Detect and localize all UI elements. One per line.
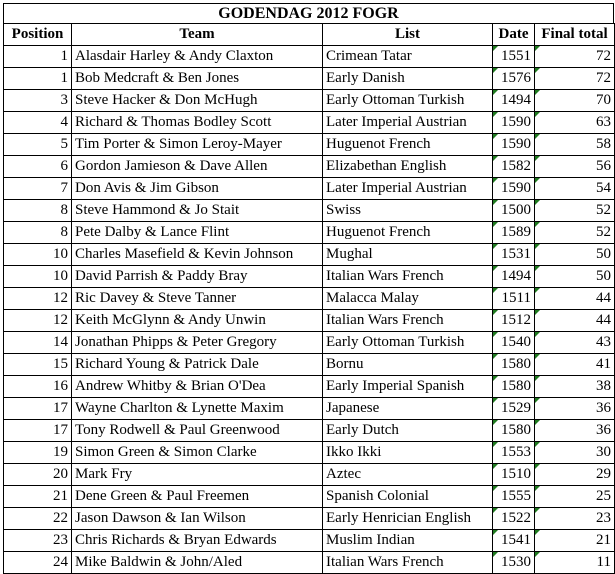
team-cell[interactable]: Richard Young & Patrick Dale: [72, 354, 323, 376]
position-cell[interactable]: 24: [4, 552, 72, 574]
final-total-cell[interactable]: 29: [535, 464, 615, 486]
table-row: [4, 464, 615, 486]
list-cell[interactable]: Ikko Ikki: [323, 442, 493, 464]
position-cell[interactable]: 4: [4, 112, 72, 134]
position-cell[interactable]: 20: [4, 464, 72, 486]
position-cell[interactable]: 22: [4, 508, 72, 530]
date-cell[interactable]: 1580: [493, 354, 535, 376]
table-row: [4, 442, 615, 464]
list-cell[interactable]: Italian Wars French: [323, 266, 493, 288]
table-row: [4, 68, 615, 90]
team-cell[interactable]: Gordon Jamieson & Dave Allen: [72, 156, 323, 178]
list-cell[interactable]: Italian Wars French: [323, 310, 493, 332]
team-cell[interactable]: Andrew Whitby & Brian O'Dea: [72, 376, 323, 398]
table-row: [4, 134, 615, 156]
final-total-cell[interactable]: 56: [535, 156, 615, 178]
date-cell[interactable]: 1582: [493, 156, 535, 178]
list-cell[interactable]: Huguenot French: [323, 134, 493, 156]
final-total-cell[interactable]: 21: [535, 530, 615, 552]
list-cell[interactable]: Muslim Indian: [323, 530, 493, 552]
final-total-cell[interactable]: 50: [535, 244, 615, 266]
position-cell[interactable]: 15: [4, 354, 72, 376]
table-row: [4, 178, 615, 200]
date-cell[interactable]: 1541: [493, 530, 535, 552]
date-cell[interactable]: 1494: [493, 90, 535, 112]
team-cell[interactable]: Pete Dalby & Lance Flint: [72, 222, 323, 244]
team-cell[interactable]: Steve Hammond & Jo Stait: [72, 200, 323, 222]
final-total-cell[interactable]: 36: [535, 398, 615, 420]
position-cell[interactable]: 8: [4, 200, 72, 222]
final-total-cell[interactable]: 63: [535, 112, 615, 134]
position-cell[interactable]: 5: [4, 134, 72, 156]
team-cell[interactable]: Ric Davey & Steve Tanner: [72, 288, 323, 310]
final-total-cell[interactable]: 58: [535, 134, 615, 156]
header-position[interactable]: Position: [4, 24, 72, 46]
final-total-cell[interactable]: 70: [535, 90, 615, 112]
sheet-title: GODENDAG 2012 FOGR: [3, 3, 614, 23]
position-cell[interactable]: 16: [4, 376, 72, 398]
table-row: [4, 376, 615, 398]
final-total-cell[interactable]: 50: [535, 266, 615, 288]
list-cell[interactable]: Spanish Colonial: [323, 486, 493, 508]
position-cell[interactable]: 14: [4, 332, 72, 354]
table-row: [4, 310, 615, 332]
date-cell[interactable]: 1529: [493, 398, 535, 420]
date-cell[interactable]: 1576: [493, 68, 535, 90]
header-row: [4, 24, 615, 46]
position-cell[interactable]: 10: [4, 266, 72, 288]
final-total-cell[interactable]: 11: [535, 552, 615, 574]
position-cell[interactable]: 10: [4, 244, 72, 266]
team-cell[interactable]: Dene Green & Paul Freemen: [72, 486, 323, 508]
team-cell[interactable]: Richard & Thomas Bodley Scott: [72, 112, 323, 134]
final-total-cell[interactable]: 72: [535, 46, 615, 68]
list-cell[interactable]: Bornu: [323, 354, 493, 376]
results-table: [3, 23, 615, 574]
final-total-cell[interactable]: 52: [535, 200, 615, 222]
table-row: [4, 266, 615, 288]
table-row: [4, 90, 615, 112]
date-cell[interactable]: 1590: [493, 178, 535, 200]
header-list[interactable]: List: [323, 24, 493, 46]
list-cell[interactable]: Crimean Tatar: [323, 46, 493, 68]
position-cell[interactable]: 1: [4, 68, 72, 90]
list-cell[interactable]: Later Imperial Austrian: [323, 178, 493, 200]
team-cell[interactable]: Mark Fry: [72, 464, 323, 486]
date-cell[interactable]: 1510: [493, 464, 535, 486]
date-cell[interactable]: 1555: [493, 486, 535, 508]
team-cell[interactable]: Jason Dawson & Ian Wilson: [72, 508, 323, 530]
team-cell[interactable]: Bob Medcraft & Ben Jones: [72, 68, 323, 90]
list-cell[interactable]: Early Henrician English: [323, 508, 493, 530]
list-cell[interactable]: Huguenot French: [323, 222, 493, 244]
date-cell[interactable]: 1494: [493, 266, 535, 288]
list-cell[interactable]: Swiss: [323, 200, 493, 222]
date-cell[interactable]: 1589: [493, 222, 535, 244]
table-row: [4, 200, 615, 222]
team-cell[interactable]: Simon Green & Simon Clarke: [72, 442, 323, 464]
list-cell[interactable]: Early Ottoman Turkish: [323, 90, 493, 112]
list-cell[interactable]: Italian Wars French: [323, 552, 493, 574]
header-date[interactable]: Date: [493, 24, 535, 46]
team-cell[interactable]: Alasdair Harley & Andy Claxton: [72, 46, 323, 68]
table-row: [4, 398, 615, 420]
position-cell[interactable]: 7: [4, 178, 72, 200]
final-total-cell[interactable]: 30: [535, 442, 615, 464]
list-cell[interactable]: Later Imperial Austrian: [323, 112, 493, 134]
final-total-cell[interactable]: 41: [535, 354, 615, 376]
position-cell[interactable]: 23: [4, 530, 72, 552]
list-cell[interactable]: Malacca Malay: [323, 288, 493, 310]
date-cell[interactable]: 1531: [493, 244, 535, 266]
header-final-total[interactable]: Final total: [535, 24, 615, 46]
table-row: [4, 46, 615, 68]
final-total-cell[interactable]: 52: [535, 222, 615, 244]
date-cell[interactable]: 1580: [493, 420, 535, 442]
date-cell[interactable]: 1551: [493, 46, 535, 68]
team-cell[interactable]: Chris Richards & Bryan Edwards: [72, 530, 323, 552]
team-cell[interactable]: Tim Porter & Simon Leroy-Mayer: [72, 134, 323, 156]
date-cell[interactable]: 1580: [493, 376, 535, 398]
team-cell[interactable]: Mike Baldwin & John/Aled: [72, 552, 323, 574]
team-cell[interactable]: Tony Rodwell & Paul Greenwood: [72, 420, 323, 442]
table-row: [4, 156, 615, 178]
date-cell[interactable]: 1590: [493, 134, 535, 156]
list-cell[interactable]: Early Imperial Spanish: [323, 376, 493, 398]
final-total-cell[interactable]: 38: [535, 376, 615, 398]
final-total-cell[interactable]: 44: [535, 310, 615, 332]
table-row: [4, 552, 615, 574]
position-cell[interactable]: 6: [4, 156, 72, 178]
header-team[interactable]: Team: [72, 24, 323, 46]
list-cell[interactable]: Mughal: [323, 244, 493, 266]
date-cell[interactable]: 1512: [493, 310, 535, 332]
table-row: [4, 486, 615, 508]
date-cell[interactable]: 1553: [493, 442, 535, 464]
team-cell[interactable]: Keith McGlynn & Andy Unwin: [72, 310, 323, 332]
final-total-cell[interactable]: 72: [535, 68, 615, 90]
final-total-cell[interactable]: 44: [535, 288, 615, 310]
date-cell[interactable]: 1500: [493, 200, 535, 222]
team-cell[interactable]: Don Avis & Jim Gibson: [72, 178, 323, 200]
list-cell[interactable]: Aztec: [323, 464, 493, 486]
final-total-cell[interactable]: 43: [535, 332, 615, 354]
table-row: [4, 508, 615, 530]
table-row: [4, 420, 615, 442]
final-total-cell[interactable]: 25: [535, 486, 615, 508]
final-total-cell[interactable]: 36: [535, 420, 615, 442]
position-cell[interactable]: 21: [4, 486, 72, 508]
list-cell[interactable]: Early Danish: [323, 68, 493, 90]
list-cell[interactable]: Early Ottoman Turkish: [323, 332, 493, 354]
results-sheet: [3, 3, 615, 574]
position-cell[interactable]: 17: [4, 420, 72, 442]
position-cell[interactable]: 1: [4, 46, 72, 68]
date-cell[interactable]: 1522: [493, 508, 535, 530]
date-cell[interactable]: 1540: [493, 332, 535, 354]
position-cell[interactable]: 3: [4, 90, 72, 112]
table-row: [4, 530, 615, 552]
table-row: [4, 354, 615, 376]
date-cell[interactable]: 1511: [493, 288, 535, 310]
position-cell[interactable]: 17: [4, 398, 72, 420]
table-row: [4, 244, 615, 266]
table-row: [4, 112, 615, 134]
team-cell[interactable]: Wayne Charlton & Lynette Maxim: [72, 398, 323, 420]
position-cell[interactable]: 12: [4, 310, 72, 332]
list-cell[interactable]: Early Dutch: [323, 420, 493, 442]
table-row: [4, 332, 615, 354]
list-cell[interactable]: Japanese: [323, 398, 493, 420]
team-cell[interactable]: Jonathan Phipps & Peter Gregory: [72, 332, 323, 354]
position-cell[interactable]: 12: [4, 288, 72, 310]
list-cell[interactable]: Elizabethan English: [323, 156, 493, 178]
position-cell[interactable]: 8: [4, 222, 72, 244]
position-cell[interactable]: 19: [4, 442, 72, 464]
table-row: [4, 288, 615, 310]
team-cell[interactable]: David Parrish & Paddy Bray: [72, 266, 323, 288]
date-cell[interactable]: 1590: [493, 112, 535, 134]
table-row: [4, 222, 615, 244]
final-total-cell[interactable]: 23: [535, 508, 615, 530]
team-cell[interactable]: Charles Masefield & Kevin Johnson: [72, 244, 323, 266]
date-cell[interactable]: 1530: [493, 552, 535, 574]
team-cell[interactable]: Steve Hacker & Don McHugh: [72, 90, 323, 112]
final-total-cell[interactable]: 54: [535, 178, 615, 200]
